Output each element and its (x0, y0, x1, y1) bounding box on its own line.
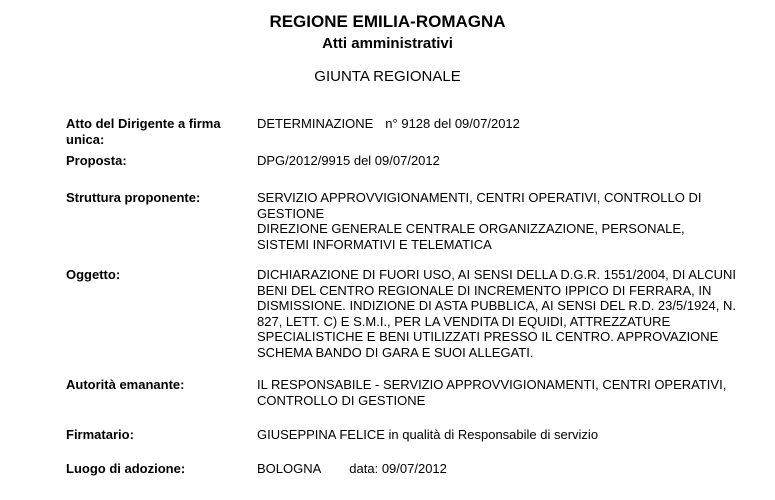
atto-value (257, 116, 757, 132)
row-proposta (66, 153, 766, 190)
metadata-table (66, 116, 766, 481)
section-heading: GIUNTA REGIONALE (314, 68, 461, 85)
struttura-value: SERVIZIO APPROVVIGIONAMENTI, CENTRI OPERATIVI, CONTROLLO DI GESTIONE DIREZIONE GENERALE CENTRALE ORGANIZZAZIONE, PERSONALE, SISTEMI INFORMATIVI E TELEMATICA (257, 190, 702, 252)
row-autorita (66, 377, 766, 427)
row-luogo (66, 461, 766, 481)
struttura-label: Struttura proponente: (66, 190, 201, 205)
firmatario-value: GIUSEPPINA FELICE in qualità di Responsabile di servizio (257, 427, 599, 442)
atto-number: n° 9128 del 09/07/2012 (385, 116, 520, 131)
atto-type: DETERMINAZIONE (257, 116, 374, 131)
document-subtitle: Atti amministrativi (322, 35, 453, 52)
proposta-label: Proposta: (66, 153, 127, 168)
oggetto-value: DICHIARAZIONE DI FUORI USO, AI SENSI DELLA D.G.R. 1551/2004, DI ALCUNI BENI DEL CENTRO REGIONALE DI INCREMENTO IPPICO DI FERRARA, IN DISMISSIONE. INDIZIONE DI ASTA PUBBLICA, AI SENSI DEL R.D. 23/5/1924, N. 827, LETT. C) E S.M.I., PER LA VENDITA DI EQUIDI, ATTREZZATURE SPECIALISTICHE E BENI UTILIZZATI PRESSO IL CENTRO. APPROVAZIONE SCHEMA BANDO DI GARA E SUOI ALLEGATI. (257, 267, 736, 360)
firmatario-label: Firmatario: (66, 427, 134, 442)
autorita-label: Autorità emanante: (66, 377, 185, 392)
autorita-value: IL RESPONSABILE - SERVIZIO APPROVVIGIONAMENTI, CENTRI OPERATIVI, CONTROLLO DI GESTIONE (257, 377, 727, 408)
luogo-label: Luogo di adozione: (66, 461, 186, 476)
oggetto-label: Oggetto: (66, 267, 121, 282)
luogo-place: BOLOGNA (257, 461, 322, 476)
luogo-date: data: 09/07/2012 (349, 461, 447, 476)
document-title: REGIONE EMILIA-ROMAGNA (269, 12, 506, 31)
atto-label: Atto del Dirigente a firma unica: (66, 116, 221, 147)
proposta-value: DPG/2012/9915 del 09/07/2012 (257, 153, 440, 168)
row-oggetto (66, 267, 766, 377)
row-firmatario (66, 427, 766, 461)
luogo-value (257, 461, 757, 477)
row-atto (66, 116, 766, 153)
row-struttura (66, 190, 766, 267)
